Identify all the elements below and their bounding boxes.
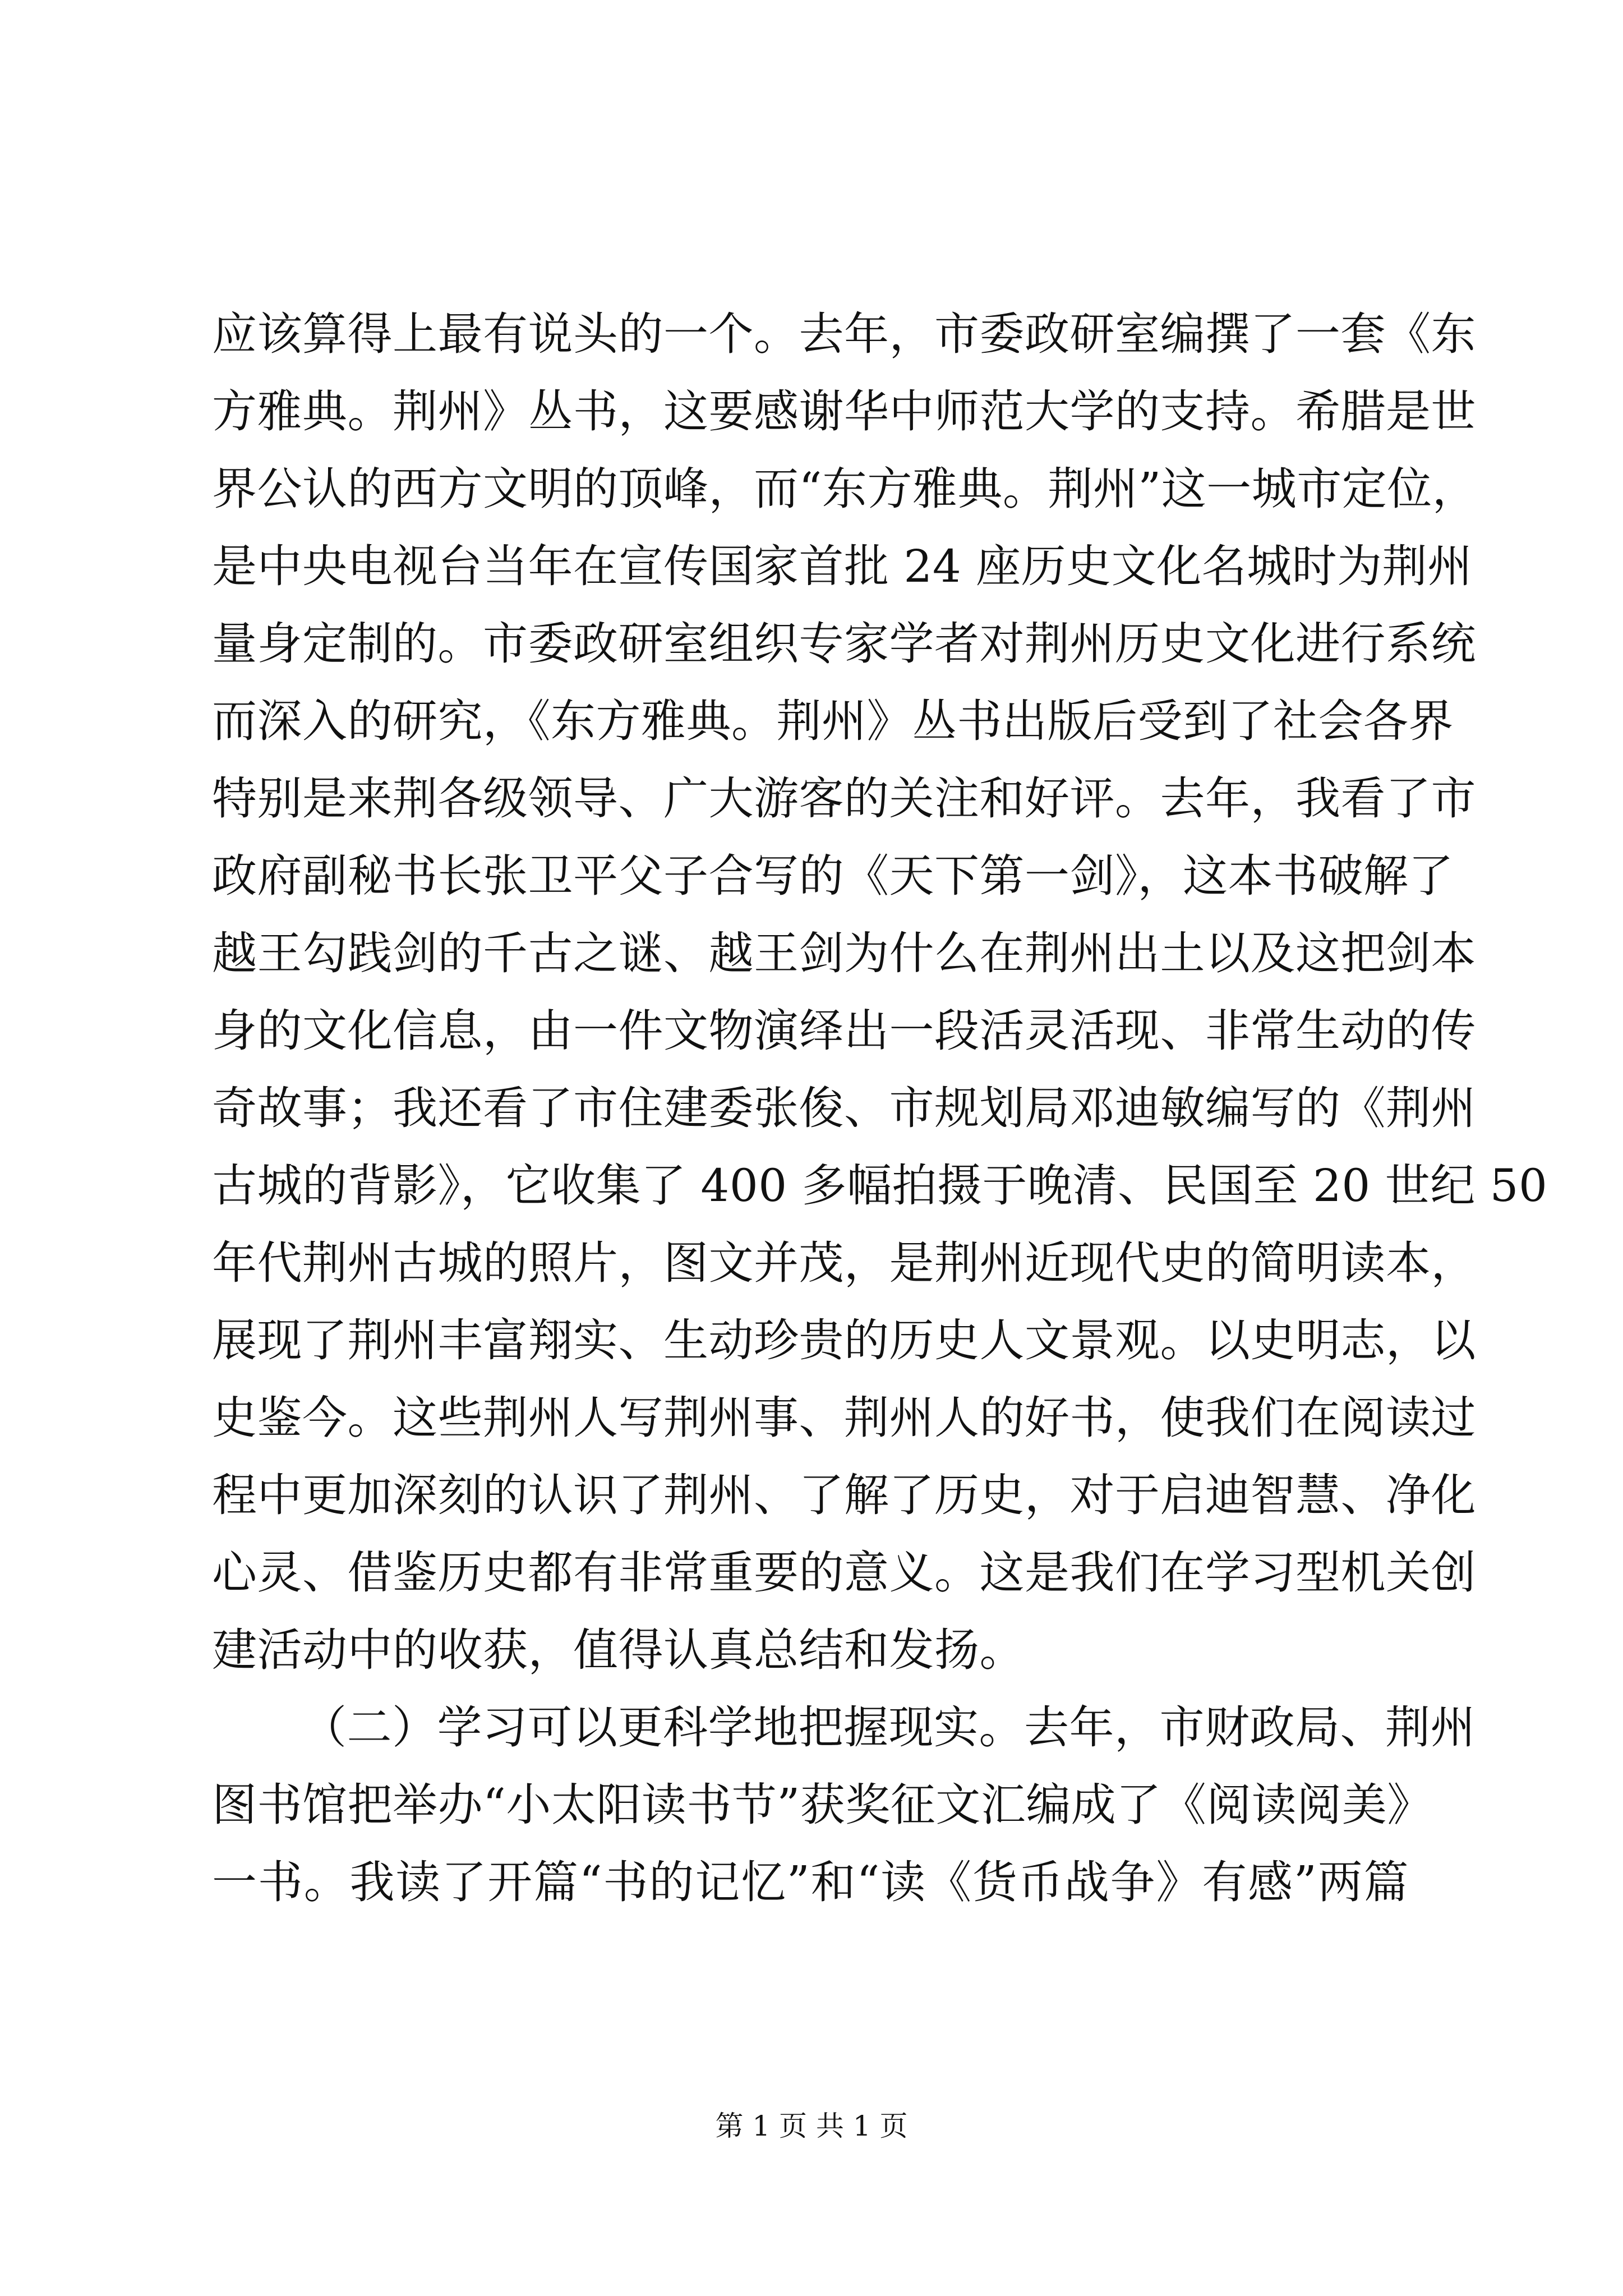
text-line: 特别是来荆各级领导、广大游客的关注和好评。去年，我看了市 [212,772,1476,825]
text-line: 是中央电视台当年在宣传国家首批 24 座历史文化名城时为荆州 [212,540,1473,592]
paragraph-1 [212,296,1548,1689]
text-line: 方雅典。荆州》丛书，这要感谢华中师范大学的支持。希腊是世 [212,385,1476,438]
text-line: 年代荆州古城的照片，图文并茂，是荆州近现代史的简明读本， [212,1237,1476,1289]
text-line: 界公认的西方文明的顶峰，而“东方雅典。荆州”这一城市定位， [212,463,1478,515]
text-line: 奇故事；我还看了市住建委张俊、市规划局邓迪敏编写的《荆州 [212,1082,1476,1134]
text-line: 越王勾践剑的千古之谜、越王剑为什么在荆州出土以及这把剑本 [212,927,1476,979]
document-body [212,296,1548,1921]
text-line: 身的文化信息，由一件文物演绎出一段活灵活现、非常生动的传 [212,1005,1476,1057]
text-line: 古城的背影》，它收集了 400 多幅拍摄于晚清、民国至 20 世纪 50 [212,1159,1548,1212]
text-line: 程中更加深刻的认识了荆州、了解了历史，对于启迪智慧、净化 [212,1469,1476,1521]
text-line: 而深入的研究，《东方雅典。荆州》丛书出版后受到了社会各界 [212,695,1454,747]
text-line: 展现了荆州丰富翔实、生动珍贵的历史人文景观。以史明志，以 [212,1314,1476,1366]
text-line: 政府副秘书长张卫平父子合写的《天下第一剑》，这本书破解了 [212,850,1454,902]
text-line: 心灵、借鉴历史都有非常重要的意义。这是我们在学习型机关创 [212,1547,1476,1599]
text-line: 图书馆把举办“小太阳读书节”获奖征文汇编成了《阅读阅美》 [212,1779,1432,1831]
text-line: 应该算得上最有说头的一个。去年，市委政研室编撰了一套《东 [212,308,1476,360]
text-line: 史鉴今。这些荆州人写荆州事、荆州人的好书，使我们在阅读过 [212,1392,1476,1444]
text-line: 建活动中的收获，值得认真总结和发扬。 [212,1624,1025,1676]
text-line: 一书。我读了开篇“书的记忆”和“读《货币战争》有感”两篇 [212,1856,1409,1908]
text-line: （二）学习可以更科学地把握现实。去年，市财政局、荆州 [302,1701,1476,1754]
text-line: 量身定制的。市委政研室组织专家学者对荆州历史文化进行系统 [212,618,1476,670]
paragraph-2 [212,1689,1476,1921]
page-footer: 第 1 页 共 1 页 [715,2110,908,2142]
